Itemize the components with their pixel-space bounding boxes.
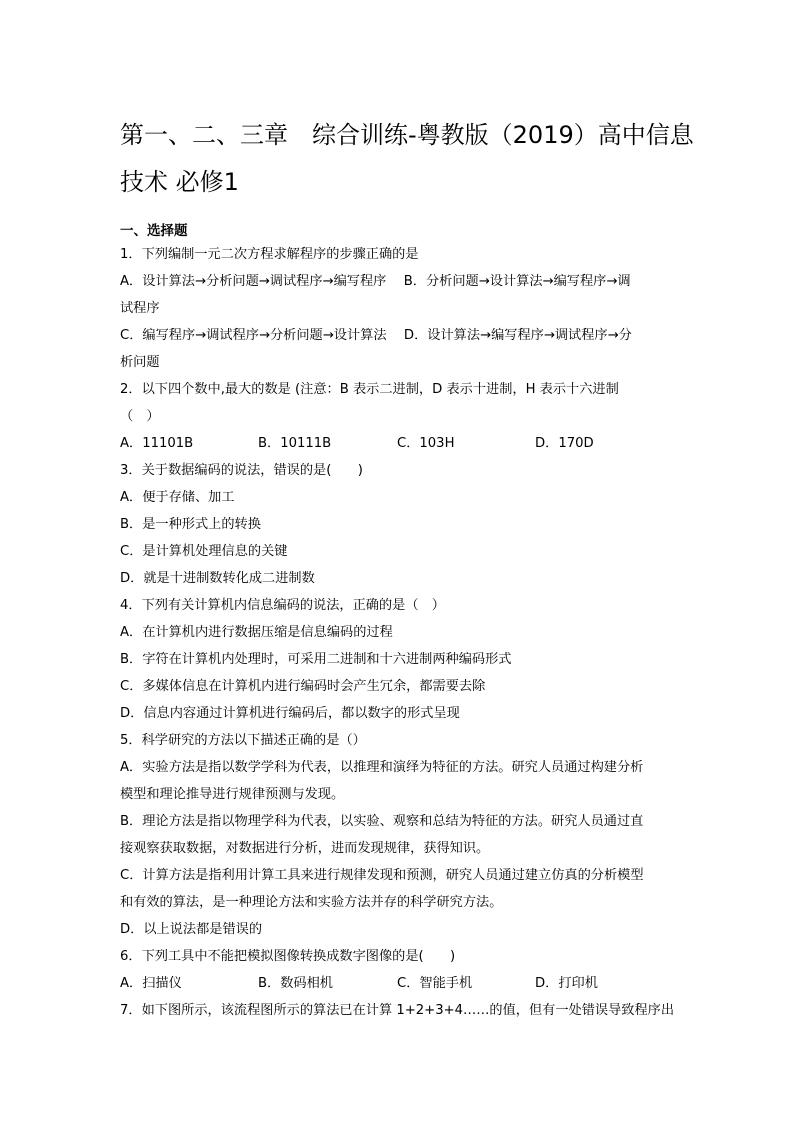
document-title-line2: 技术 必修1: [120, 168, 239, 196]
section-heading: 一、选择题: [120, 223, 188, 239]
question-5-option-a-cont: 模型和理论推导进行规律预测与发现。: [120, 787, 345, 802]
question-5-option-b-cont: 接观察获取数据，对数据进行分析，进而发现规律，获得知识。: [120, 841, 490, 856]
question-3-option-d: D．就是十进制数转化成二进制数: [120, 571, 315, 586]
question-1-options-line: C．编写程序→调试程序→分析问题→设计算法 D．设计算法→编写程序→调试程序→分: [120, 328, 632, 343]
question-7-stem: 7．如下图所示，该流程图所示的算法已在计算 1+2+3+4……的值，但有一处错误导致程序出: [120, 1003, 675, 1018]
question-5-option-d: D．以上说法都是错误的: [120, 922, 263, 937]
question-1-options-line: 试程序: [120, 301, 160, 316]
question-1-options-line: A．设计算法→分析问题→调试程序→编写程序 B．分析问题→设计算法→编写程序→调: [120, 274, 631, 289]
question-6-option-d: D．打印机: [535, 976, 598, 991]
question-4-option-a: A．在计算机内进行数据压缩是信息编码的过程: [120, 625, 393, 640]
question-5-option-a: A．实验方法是指以数学学科为代表，以推理和演绎为特征的方法。研究人员通过构建分析: [120, 760, 644, 775]
question-3-stem: 3．关于数据编码的说法，错误的是( ): [120, 463, 363, 478]
question-5-option-c-cont: 和有效的算法，是一种理论方法和实验方法并存的科学研究方法。: [120, 895, 503, 910]
question-4-option-d: D．信息内容通过计算机进行编码后，都以数字的形式呈现: [120, 706, 460, 721]
question-5-stem: 5．科学研究的方法以下描述正确的是（）: [120, 733, 366, 748]
question-6-stem: 6．下列工具中不能把模拟图像转换成数字图像的是( ): [120, 949, 456, 964]
question-1-stem: 1．下列编制一元二次方程求解程序的步骤正确的是: [120, 247, 419, 262]
question-6-option-b: B．数码相机: [258, 976, 333, 991]
question-2-option-b: B．10111B: [258, 436, 332, 451]
question-1-options-line: 析问题: [120, 355, 160, 370]
question-3-option-b: B．是一种形式上的转换: [120, 517, 261, 532]
question-2-option-c: C．103H: [397, 436, 455, 451]
question-6-option-c: C．智能手机: [397, 976, 473, 991]
question-4-stem: 4．下列有关计算机内信息编码的说法，正确的是（ ）: [120, 598, 445, 613]
question-3-option-c: C．是计算机处理信息的关键: [120, 544, 288, 559]
question-2-stem: 2．以下四个数中,最大的数是 (注意：B 表示二进制，D 表示十进制，H 表示十六进制: [120, 382, 619, 397]
question-6-option-a: A．扫描仪: [120, 976, 182, 991]
question-5-option-b: B．理论方法是指以物理学科为代表，以实验、观察和总结为特征的方法。研究人员通过直: [120, 814, 644, 829]
document-title-line1: 第一、二、三章 综合训练-粤教版（2019）高中信息: [120, 121, 694, 149]
question-3-option-a: A．便于存储、加工: [120, 490, 235, 505]
question-2-paren: （ ）: [120, 409, 160, 424]
question-2-option-d: D．170D: [535, 436, 594, 451]
question-4-option-b: B．字符在计算机内处理时，可采用二进制和十六进制两种编码形式: [120, 652, 512, 667]
question-4-option-c: C．多媒体信息在计算机内进行编码时会产生冗余，都需要去除: [120, 679, 486, 694]
question-2-option-a: A．11101B: [120, 436, 194, 451]
question-5-option-c: C．计算方法是指利用计算工具来进行规律发现和预测，研究人员通过建立仿真的分析模型: [120, 868, 644, 883]
